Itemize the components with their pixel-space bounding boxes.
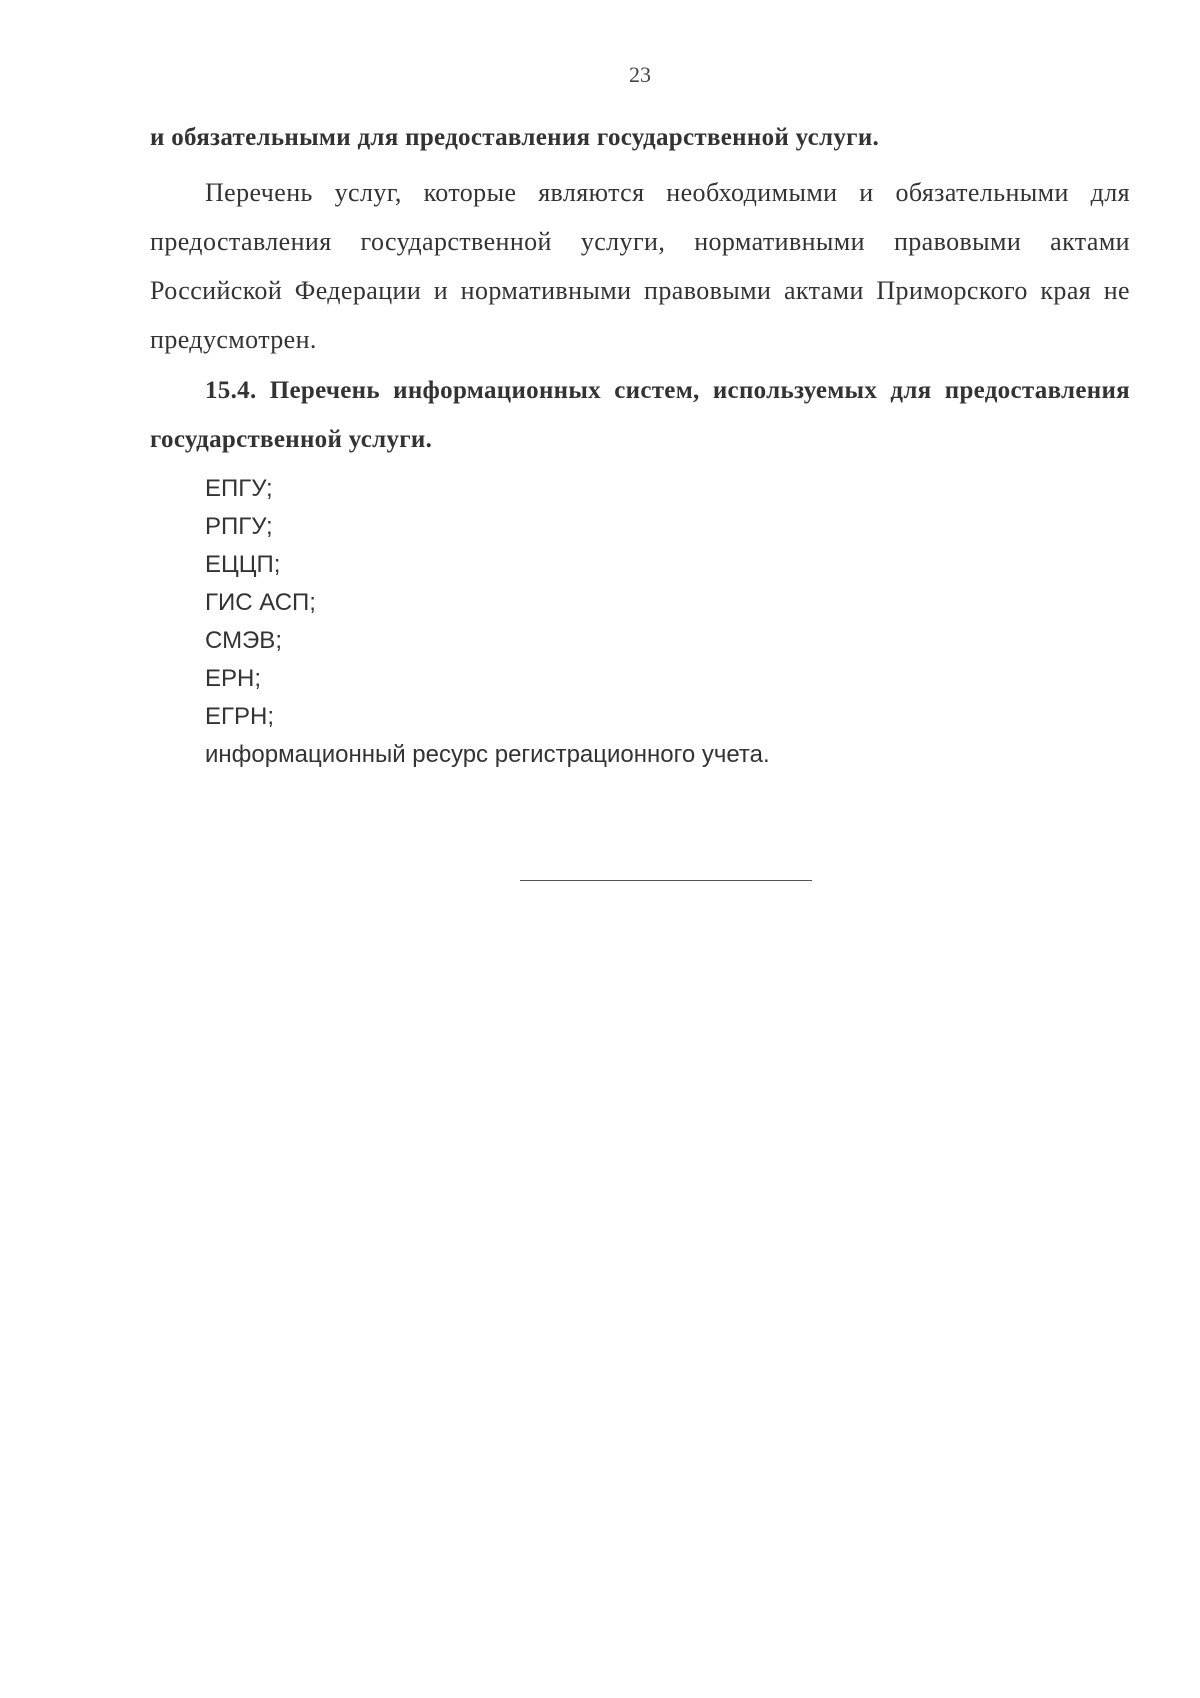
end-divider [520,880,812,881]
paragraph-text: Перечень услуг, которые являются необходимыми и обязательными для предоставления государственной услуги, нормативными правовыми актами Российской Федерации и нормативными правовыми актами Приморского края не предусмотрен. [150,178,1130,354]
list-item: информационный ресурс регистрационного учета. [205,741,770,768]
heading-continuation: и обязательными для предоставления государственной услуги. [150,124,880,151]
list-item: ЕРН; [205,665,262,692]
paragraph-services [150,168,1130,364]
page-number: 23 [629,62,651,87]
list-item: ЕЦЦП; [205,551,281,578]
list-item: ЕПГУ; [205,475,273,502]
list-item: СМЭВ; [205,627,282,654]
section-heading-15-4 [150,366,1130,464]
list-item: ГИС АСП; [205,589,316,616]
list-item: ЕГРН; [205,703,275,730]
list-item: РПГУ; [205,513,273,540]
information-systems-list [205,470,770,774]
section-heading-text: 15.4. Перечень информационных систем, используемых для предоставления государственной услуги. [150,377,1130,453]
